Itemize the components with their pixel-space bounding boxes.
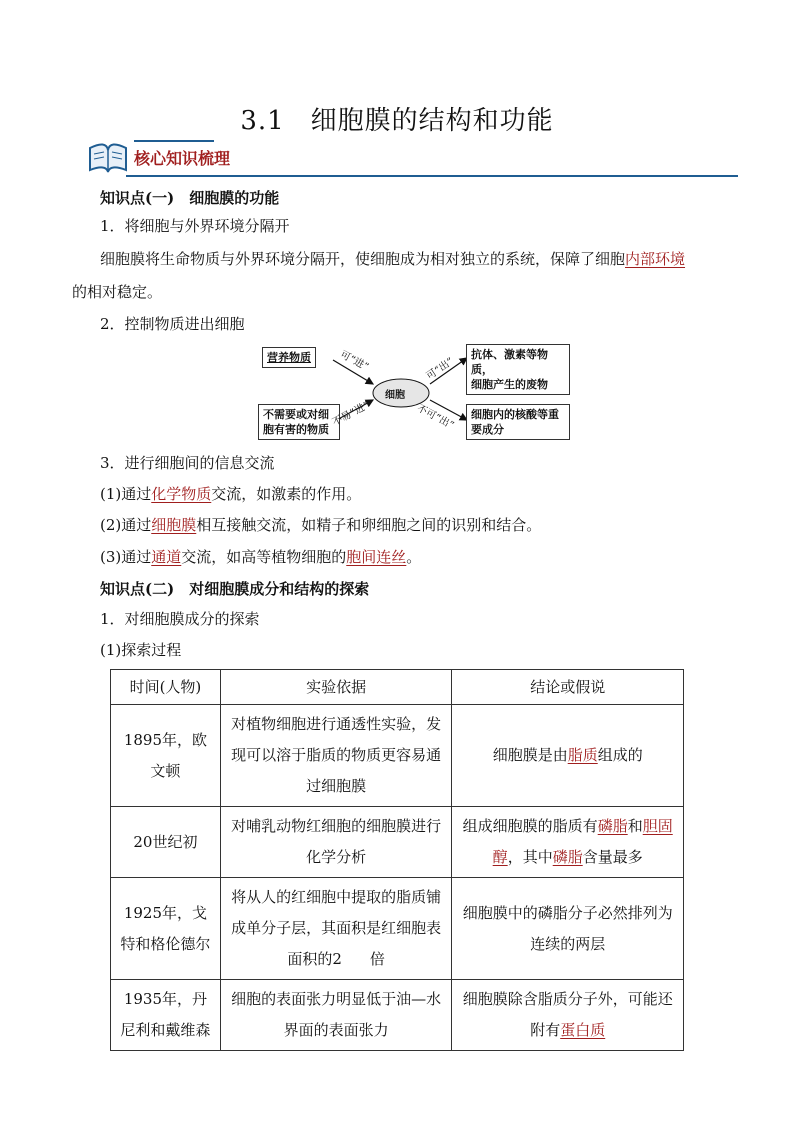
label-can-out: 可“出” — [424, 356, 456, 383]
label-not-out: 不可“出” — [414, 402, 456, 432]
table-cell-time: 1895年，欧文顿 — [111, 705, 221, 807]
section1-sub3: (3)通过通道交流，如高等植物细胞的胞间连丝。 — [100, 548, 422, 566]
section1-sub2: (2)通过细胞膜相互接触交流，如精子和卵细胞之间的识别和结合。 — [100, 516, 542, 534]
table-cell-time: 20世纪初 — [111, 807, 221, 878]
section1-item1-title: 1．将细胞与外界环境分隔开 — [100, 217, 290, 235]
section1-item1-text: 细胞膜将生命物质与外界环境分隔开，使细胞成为相对独立的系统，保障了细胞内部环境 — [100, 250, 686, 268]
table-cell-basis: 对哺乳动物红细胞的细胞膜进行化学分析 — [220, 807, 452, 878]
table-header: 实验依据 — [220, 670, 452, 705]
banner-top-rule — [134, 140, 214, 142]
section1-sub1: (1)通过化学物质交流，如激素的作用。 — [100, 485, 362, 503]
label-can-in: 可“进” — [338, 349, 371, 374]
table-cell-basis: 细胞的表面张力明显低于油—水界面的表面张力 — [220, 980, 452, 1051]
table-header: 时间(人物) — [111, 670, 221, 705]
table-row — [111, 878, 684, 980]
section-banner — [86, 138, 738, 178]
diagram-unneeded-box: 不需要或对细 胞有害的物质 — [258, 404, 340, 440]
section1-heading: 知识点(一) 细胞膜的功能 — [100, 189, 280, 207]
banner-label: 核心知识梳理 — [134, 149, 231, 168]
key-term: 内部环境 — [625, 250, 686, 268]
table-cell-time: 1925年，戈特和格伦德尔 — [111, 878, 221, 980]
exploration-table — [110, 669, 684, 1051]
label-hard-in: 不易“进” — [330, 399, 372, 429]
table-cell-conclusion: 细胞膜除含脂质分子外，可能还附有蛋白质 — [452, 980, 684, 1051]
page-title: 3.1 细胞膜的结构和功能 — [240, 106, 554, 136]
diagram-secretions-box: 抗体、激素等物质， 细胞产生的废物 — [466, 344, 570, 395]
section1-item1-tail: 的相对稳定。 — [72, 283, 163, 301]
diagram-nucleic-box: 细胞内的核酸等重 要成分 — [466, 404, 570, 440]
table-cell-time: 1935年，丹尼利和戴维森 — [111, 980, 221, 1051]
section1-item2-title: 2．控制物质进出细胞 — [100, 315, 245, 333]
diagram-cell: 细胞 — [385, 390, 405, 401]
book-icon — [86, 138, 130, 176]
table-cell-conclusion: 细胞膜是由脂质组成的 — [452, 705, 684, 807]
table-cell-conclusion: 细胞膜中的磷脂分子必然排列为连续的两层 — [452, 878, 684, 980]
table-cell-basis: 将从人的红细胞中提取的脂质铺成单分子层，其面积是红细胞表面积的2 倍 — [220, 878, 452, 980]
section2-heading: 知识点(二) 对细胞膜成分和结构的探索 — [100, 580, 370, 598]
table-row — [111, 980, 684, 1051]
table-cell-basis: 对植物细胞进行通透性实验，发现可以溶于脂质的物质更容易通过细胞膜 — [220, 705, 452, 807]
table-row — [111, 705, 684, 807]
table-header-row — [111, 670, 684, 705]
table-row — [111, 807, 684, 878]
section1-item3-title: 3．进行细胞间的信息交流 — [100, 454, 275, 472]
section2-sub-title: (1)探索过程 — [100, 641, 182, 659]
table-cell-conclusion: 组成细胞膜的脂质有磷脂和胆固醇，其中磷脂含量最多 — [452, 807, 684, 878]
table-header: 结论或假说 — [452, 670, 684, 705]
banner-rule — [126, 175, 738, 177]
section2-item1-title: 1．对细胞膜成分的探索 — [100, 610, 260, 628]
diagram-nutrients-box: 营养物质 — [262, 347, 316, 368]
